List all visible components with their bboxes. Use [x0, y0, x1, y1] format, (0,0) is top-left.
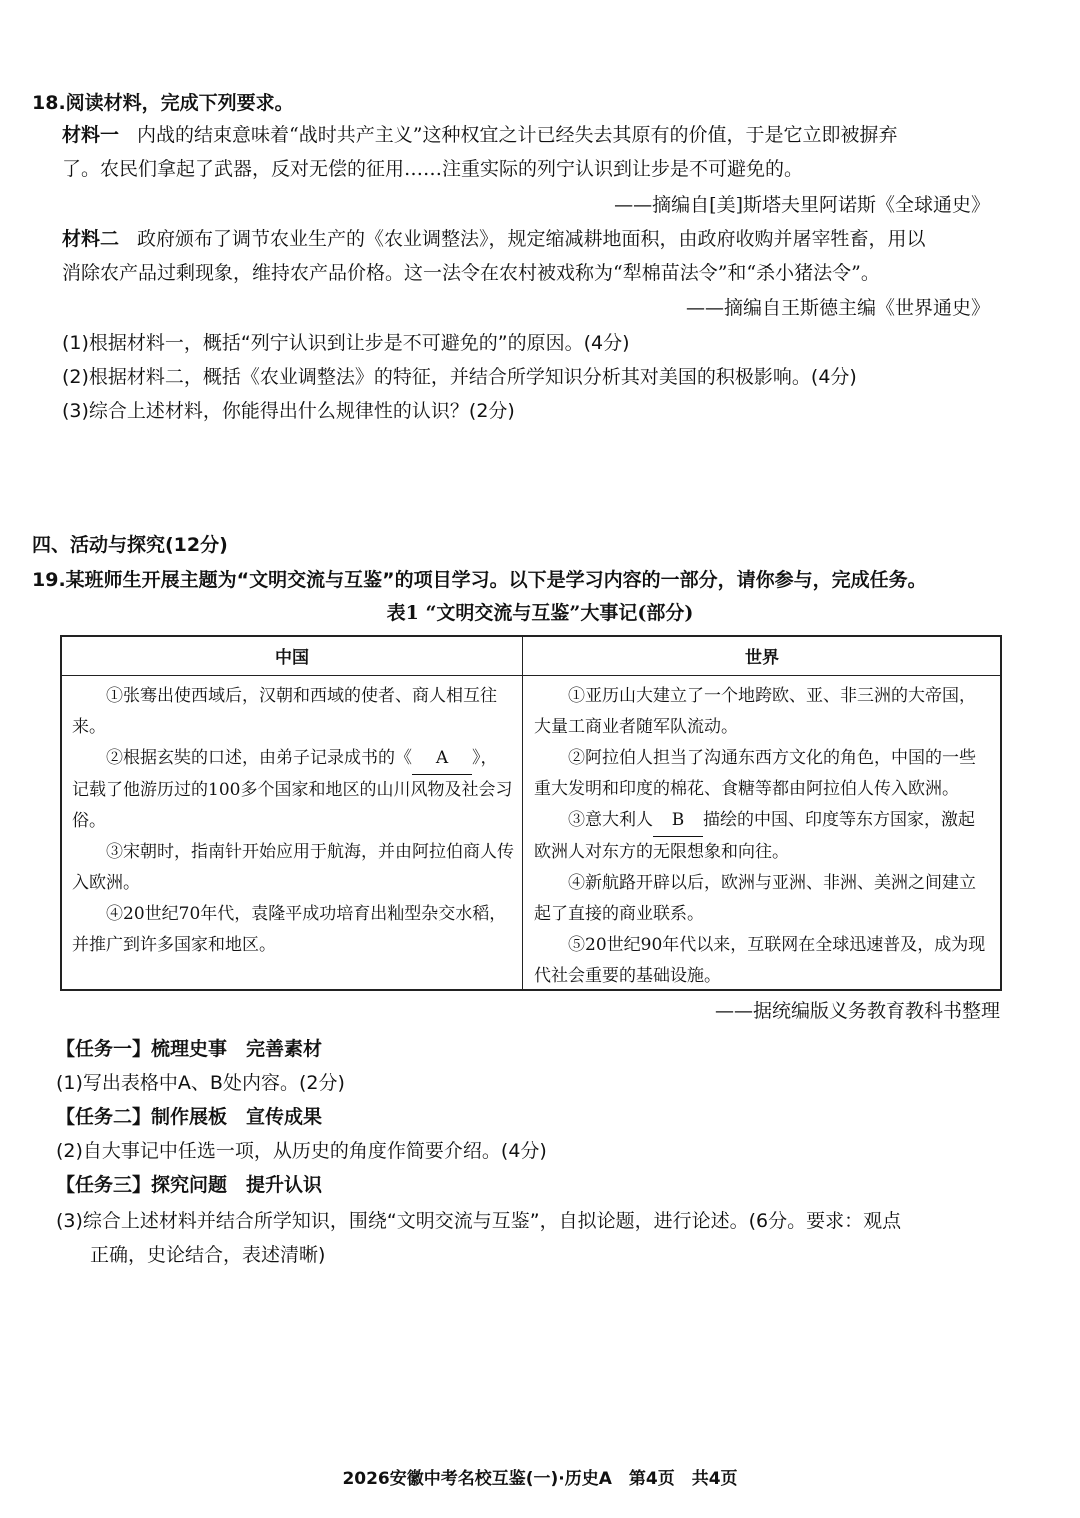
table-cell-world [534, 681, 988, 992]
world-item-2: ②阿拉伯人担当了沟通东西方文化的角色，中国的一些重大发明和印度的棉花、食糖等都由阿拉伯人传入欧洲。 [534, 748, 976, 799]
question-18-heading: 18.阅读材料，完成下列要求。 [32, 92, 294, 114]
china-item-3: ③宋朝时，指南针开始应用于航海，并由阿拉伯商人传入欧洲。 [72, 842, 514, 893]
material-1-source: ——摘编自[美]斯塔夫里阿诺斯《全球通史》 [614, 194, 990, 216]
world-item-5: ⑤20世纪90年代以来，互联网在全球迅速普及，成为现代社会重要的基础设施。 [534, 935, 986, 986]
china-item-1: ①张骞出使西域后，汉朝和西域的使者、商人相互往来。 [72, 686, 497, 737]
material-1-text-1: 内战的结束意味着“战时共产主义”这种权宜之计已经失去其原有的价值，于是它立即被摒弃 [137, 124, 898, 146]
task-3-question-line-2: 正确，史论结合，表述清晰) [90, 1244, 326, 1266]
question-18-sub-1: (1)根据材料一，概括“列宁认识到让步是不可避免的”的原因。(4分) [62, 332, 630, 354]
material-2-text-1: 政府颁布了调节农业生产的《农业调整法》，规定缩减耕地面积，由政府收购并屠宰牲畜，用以 [137, 228, 926, 250]
material-1-line-2: 了。农民们拿起了武器，反对无偿的征用……注重实际的列宁认识到让步是不可避免的。 [62, 158, 804, 180]
blank-a: A [412, 743, 472, 775]
question-18-sub-3: (3)综合上述材料，你能得出什么规律性的认识？(2分) [62, 400, 515, 422]
task-3-question-line-1: (3)综合上述材料并结合所学知识，围绕“文明交流与互鉴”，自拟论题，进行论述。(6分。要求：观点 [56, 1210, 902, 1232]
table-title: 表1 “文明交流与互鉴”大事记(部分) [386, 602, 694, 624]
china-item-4: ④20世纪70年代，袁隆平成功培育出籼型杂交水稻，并推广到许多国家和地区。 [72, 904, 507, 955]
page-footer: 2026安徽中考名校互鉴(一)·历史A 第4页 共4页 [342, 1469, 738, 1489]
material-2-source: ——摘编自王斯德主编《世界通史》 [685, 297, 990, 319]
table-divider-vertical [522, 637, 523, 989]
table-header-world: 世界 [745, 648, 779, 668]
table-source: ——据统编版义务教育教科书整理 [714, 1000, 1000, 1022]
material-1-label: 材料一 [62, 124, 120, 146]
china-item-2-text-after: 》，记载了他游历过的100多个国家和地区的山川风物及社会习俗。 [72, 748, 513, 831]
task-1-question: (1)写出表格中A、B处内容。(2分) [56, 1072, 345, 1094]
table-header-china: 中国 [275, 648, 309, 668]
task-2-heading: 【任务二】制作展板 宣传成果 [56, 1106, 323, 1128]
china-item-2 [72, 743, 514, 837]
material-2-line-1 [62, 224, 926, 254]
task-2-question: (2)自大事记中任选一项，从历史的角度作简要介绍。(4分) [56, 1140, 547, 1162]
world-item-3-text-before: ③意大利人 [568, 810, 653, 830]
task-3-heading: 【任务三】探究问题 提升认识 [56, 1174, 323, 1196]
question-18-sub-2: (2)根据材料二，概括《农业调整法》的特征，并结合所学知识分析其对美国的积极影响。(4分) [62, 366, 857, 388]
material-1-line-1 [62, 120, 897, 150]
material-2-line-2: 消除农产品过剩现象，维持农产品价格。这一法令在农村被戏称为“犁棉苗法令”和“杀小猪法令”。 [62, 262, 880, 284]
section-4-heading: 四、活动与探究(12分) [32, 534, 228, 556]
world-item-1: ①亚历山大建立了一个地跨欧、亚、非三洲的大帝国，大量工商业者随军队流动。 [534, 686, 976, 737]
material-2-label: 材料二 [62, 228, 120, 250]
world-item-3-text-after: 描绘的中国、印度等东方国家，激起欧洲人对东方的无限想象和向往。 [534, 810, 975, 862]
question-19-intro: 19.某班师生开展主题为“文明交流与互鉴”的项目学习。以下是学习内容的一部分，请你参与，完成任务。 [32, 569, 927, 591]
table-divider-horizontal [62, 675, 1000, 676]
world-item-4: ④新航路开辟以后，欧洲与亚洲、非洲、美洲之间建立起了直接的商业联系。 [534, 873, 976, 924]
china-item-2-text-before: ②根据玄奘的口述，由弟子记录成书的《 [106, 748, 412, 768]
events-table [60, 635, 1002, 991]
world-item-3 [534, 805, 988, 868]
blank-b: B [653, 805, 703, 837]
table-cell-china [72, 681, 514, 961]
task-1-heading: 【任务一】梳理史事 完善素材 [56, 1038, 323, 1060]
